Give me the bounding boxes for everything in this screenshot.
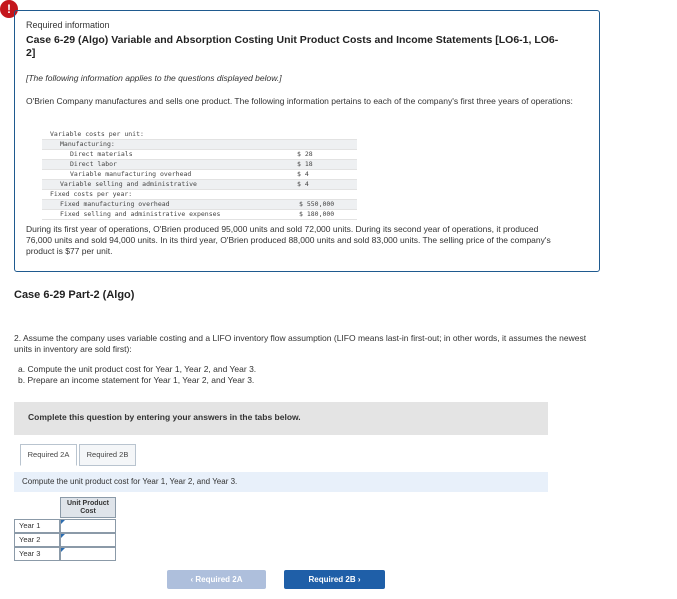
cost-row [42, 130, 357, 140]
row-label-year-2: Year 2 [14, 533, 60, 547]
case-title: Case 6-29 (Algo) Variable and Absorption Costing Unit Product Costs and Income Statements [LO6-1, LO6-2] [26, 34, 559, 59]
complete-instruction-bar [14, 402, 548, 435]
tab-instruction-bar [14, 472, 548, 492]
cost-row [42, 140, 357, 150]
cost-row [42, 160, 357, 170]
year-3-cost-input[interactable] [60, 547, 116, 561]
input-marker-icon [61, 548, 65, 552]
cost-amount: $ 18 [297, 160, 313, 168]
cost-row [42, 170, 357, 180]
cost-row [42, 180, 357, 190]
row-label-year-3: Year 3 [14, 547, 60, 561]
part-title: Case 6-29 Part-2 (Algo) [14, 289, 135, 301]
cost-label: Variable costs per unit: [50, 130, 144, 138]
cost-row [42, 150, 357, 160]
cost-label: Fixed selling and administrative expenses [60, 210, 221, 218]
cost-label: Fixed manufacturing overhead [60, 200, 170, 208]
unit-product-cost-header: Unit Product Cost [60, 497, 116, 518]
production-paragraph: During its first year of operations, O'Brien produced 95,000 units and sold 72,000 units. During its second year of operations, it produced 76,000 units and sold 94,000 units. In its third year, O'Brien produced 88,000 units and sold 83,000 units. The selling price of the company's product is $77 per unit. [26, 224, 551, 256]
cost-label: Direct materials [70, 150, 133, 158]
cost-amount: $ 28 [297, 150, 313, 158]
required-information-label: Required information [26, 20, 110, 30]
prev-required-2a-button[interactable]: ‹ Required 2A [167, 570, 266, 589]
complete-instruction-text: Complete this question by entering your answers in the tabs below. [28, 412, 301, 422]
cost-label: Manufacturing: [60, 140, 115, 148]
question-text: 2. Assume the company uses variable costing and a LIFO inventory flow assumption (LIFO means last-in first-out; in other words, it assumes the newest units in inventory are sold first): [14, 333, 587, 354]
cost-label: Variable manufacturing overhead [70, 170, 192, 178]
tab-required-2a[interactable]: Required 2A [20, 444, 77, 466]
cost-amount: $ 4 [297, 170, 309, 178]
cost-row [42, 190, 357, 200]
cost-amount: $ 4 [297, 180, 309, 188]
next-required-2b-button[interactable]: Required 2B › [284, 570, 385, 589]
cost-row [42, 200, 357, 210]
cost-label: Variable selling and administrative [60, 180, 197, 188]
info-note: [The following information applies to the questions displayed below.] [26, 73, 282, 83]
cost-amount: $ 180,000 [299, 210, 335, 218]
tab-instruction-text: Compute the unit product cost for Year 1, Year 2, and Year 3. [22, 477, 238, 486]
question-a: a. Compute the unit product cost for Year 1, Year 2, and Year 3. [18, 364, 257, 374]
input-marker-icon [61, 534, 65, 538]
cost-label: Direct labor [70, 160, 117, 168]
cost-amount: $ 550,000 [299, 200, 335, 208]
cost-row [42, 210, 357, 220]
intro-text: O'Brien Company manufactures and sells one product. The following information pertains to each of the company's first three years of operations: [26, 96, 573, 106]
cost-table [42, 130, 357, 220]
row-label-year-1: Year 1 [14, 519, 60, 533]
tab-required-2b[interactable]: Required 2B [79, 444, 136, 466]
alert-icon: ! [0, 0, 18, 18]
question-b: b. Prepare an income statement for Year 1, Year 2, and Year 3. [18, 375, 255, 385]
input-marker-icon [61, 520, 65, 524]
year-1-cost-input[interactable] [60, 519, 116, 533]
year-2-cost-input[interactable] [60, 533, 116, 547]
cost-label: Fixed costs per year: [50, 190, 133, 198]
